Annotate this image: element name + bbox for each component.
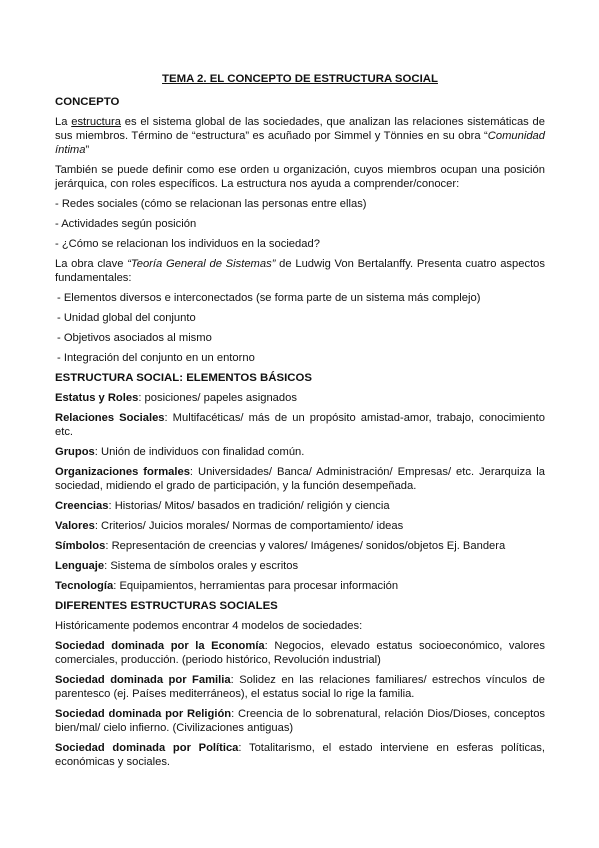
- heading-estructuras: DIFERENTES ESTRUCTURAS SOCIALES: [55, 600, 278, 612]
- definition-item: [55, 673, 545, 701]
- list-item: - Elementos diversos e interconectados (se forma parte de un sistema más complejo): [57, 292, 481, 304]
- definition-item: [55, 559, 545, 573]
- definition-item: [55, 499, 545, 513]
- text: es el sistema global de las sociedades, que analizan las relaciones sistemáticas de sus miembros. Término de “estructura” es acuñado por Simmel y Tönnies en su obra “: [55, 116, 545, 142]
- definition-term: Lenguaje: [55, 560, 105, 572]
- definition-term: Estatus y Roles: [55, 392, 139, 404]
- definition-text: : Unión de individuos con finalidad común.: [94, 446, 305, 458]
- text: de Ludwig Von Bertalanffy. Presenta cuatro aspectos fundamentales:: [55, 258, 545, 284]
- definition-item: [55, 465, 545, 493]
- definition-item: [55, 639, 545, 667]
- definition-term: Sociedad dominada por Religión: [55, 708, 232, 720]
- definition-term: Sociedad dominada por Familia: [55, 674, 231, 686]
- underlined-term: estructura: [71, 116, 121, 128]
- list-item: - Integración del conjunto en un entorno: [57, 352, 255, 364]
- definition-term: Sociedad dominada por Política: [55, 742, 239, 754]
- definition-text: : Creencia de lo sobrenatural, relación Dios/Dioses, conceptos bien/mal/ cielo infierno. (Civilizaciones antiguas): [55, 708, 546, 734]
- definition-text: : Criterios/ Juicios morales/ Normas de comportamiento/ ideas: [94, 520, 404, 532]
- paragraph-obra-clave: [55, 257, 545, 285]
- definition-text: : Universidades/ Banca/ Administración/ Empresas/ etc. Jerarquiza la sociedad, midiendo el grado de participación, y la función desempeñada.: [55, 466, 545, 492]
- definition-item: [55, 411, 545, 439]
- list-item: - ¿Cómo se relacionan los individuos en la sociedad?: [55, 238, 320, 250]
- definition-text: : Multifacéticas/ más de un propósito amistad-amor, trabajo, conocimiento etc.: [55, 412, 545, 438]
- definition-text: : Negocios, elevado estatus socioeconómico, valores comerciales, producción. (periodo histórico, Revolución industrial): [55, 640, 545, 666]
- definition-text: : posiciones/ papeles asignados: [138, 392, 297, 404]
- list-item: - Unidad global del conjunto: [57, 312, 196, 324]
- italic-title: “Teoría General de Sistemas”: [127, 258, 276, 270]
- document-content: [55, 72, 545, 775]
- definition-text: : Sistema de símbolos orales y escritos: [104, 560, 299, 572]
- definition-term: Grupos: [55, 446, 95, 458]
- heading-elementos: ESTRUCTURA SOCIAL: ELEMENTOS BÁSICOS: [55, 372, 312, 384]
- definition-term: Organizaciones formales: [55, 466, 190, 478]
- paragraph-orden: También se puede definir como ese orden u organización, cuyos miembros ocupan una posición jerárquica, con roles específicos. La estructura nos ayuda a comprender/conocer:: [55, 164, 545, 190]
- definition-text: : Representación de creencias y valores/ Imágenes/ sonidos/objetos Ej. Bandera: [105, 540, 506, 552]
- list-item: - Redes sociales (cómo se relacionan las personas entre ellas): [55, 198, 367, 210]
- definition-text: : Equipamientos, herramientas para procesar información: [113, 580, 399, 592]
- list-item: - Actividades según posición: [55, 218, 197, 230]
- definition-text: : Historias/ Mitos/ basados en tradición/ religión y ciencia: [108, 500, 390, 512]
- definition-text: : Totalitarismo, el estado interviene en esferas políticas, económicas y sociales.: [55, 742, 545, 768]
- italic-title: Comunidad íntima: [55, 130, 545, 156]
- list-item: - Objetivos asociados al mismo: [57, 332, 212, 344]
- definition-item: [55, 579, 545, 593]
- paragraph-definicion: [55, 115, 545, 157]
- definition-term: Sociedad dominada por la Economía: [55, 640, 265, 652]
- definition-term: Relaciones Sociales: [55, 412, 165, 424]
- document-title: TEMA 2. EL CONCEPTO DE ESTRUCTURA SOCIAL: [162, 73, 438, 85]
- definition-term: Valores: [55, 520, 95, 532]
- definition-item: [55, 445, 545, 459]
- text: La obra clave: [55, 258, 128, 270]
- definition-term: Símbolos: [55, 540, 106, 552]
- definition-term: Tecnología: [55, 580, 114, 592]
- definition-item: [55, 707, 545, 735]
- definition-text: : Solidez en las relaciones familiares/ estrechos vínculos de parentesco (ej. Países mediterráneos), el estatus social lo rige la familia.: [55, 674, 546, 700]
- definition-item: [55, 539, 545, 553]
- definition-item: [55, 519, 545, 533]
- heading-concepto: CONCEPTO: [55, 96, 120, 108]
- paragraph-intro: Históricamente podemos encontrar 4 modelos de sociedades:: [55, 620, 363, 632]
- text: ”: [85, 144, 90, 156]
- definition-term: Creencias: [55, 500, 109, 512]
- text: La: [55, 116, 72, 128]
- definition-item: [55, 391, 545, 405]
- definition-item: [55, 741, 545, 769]
